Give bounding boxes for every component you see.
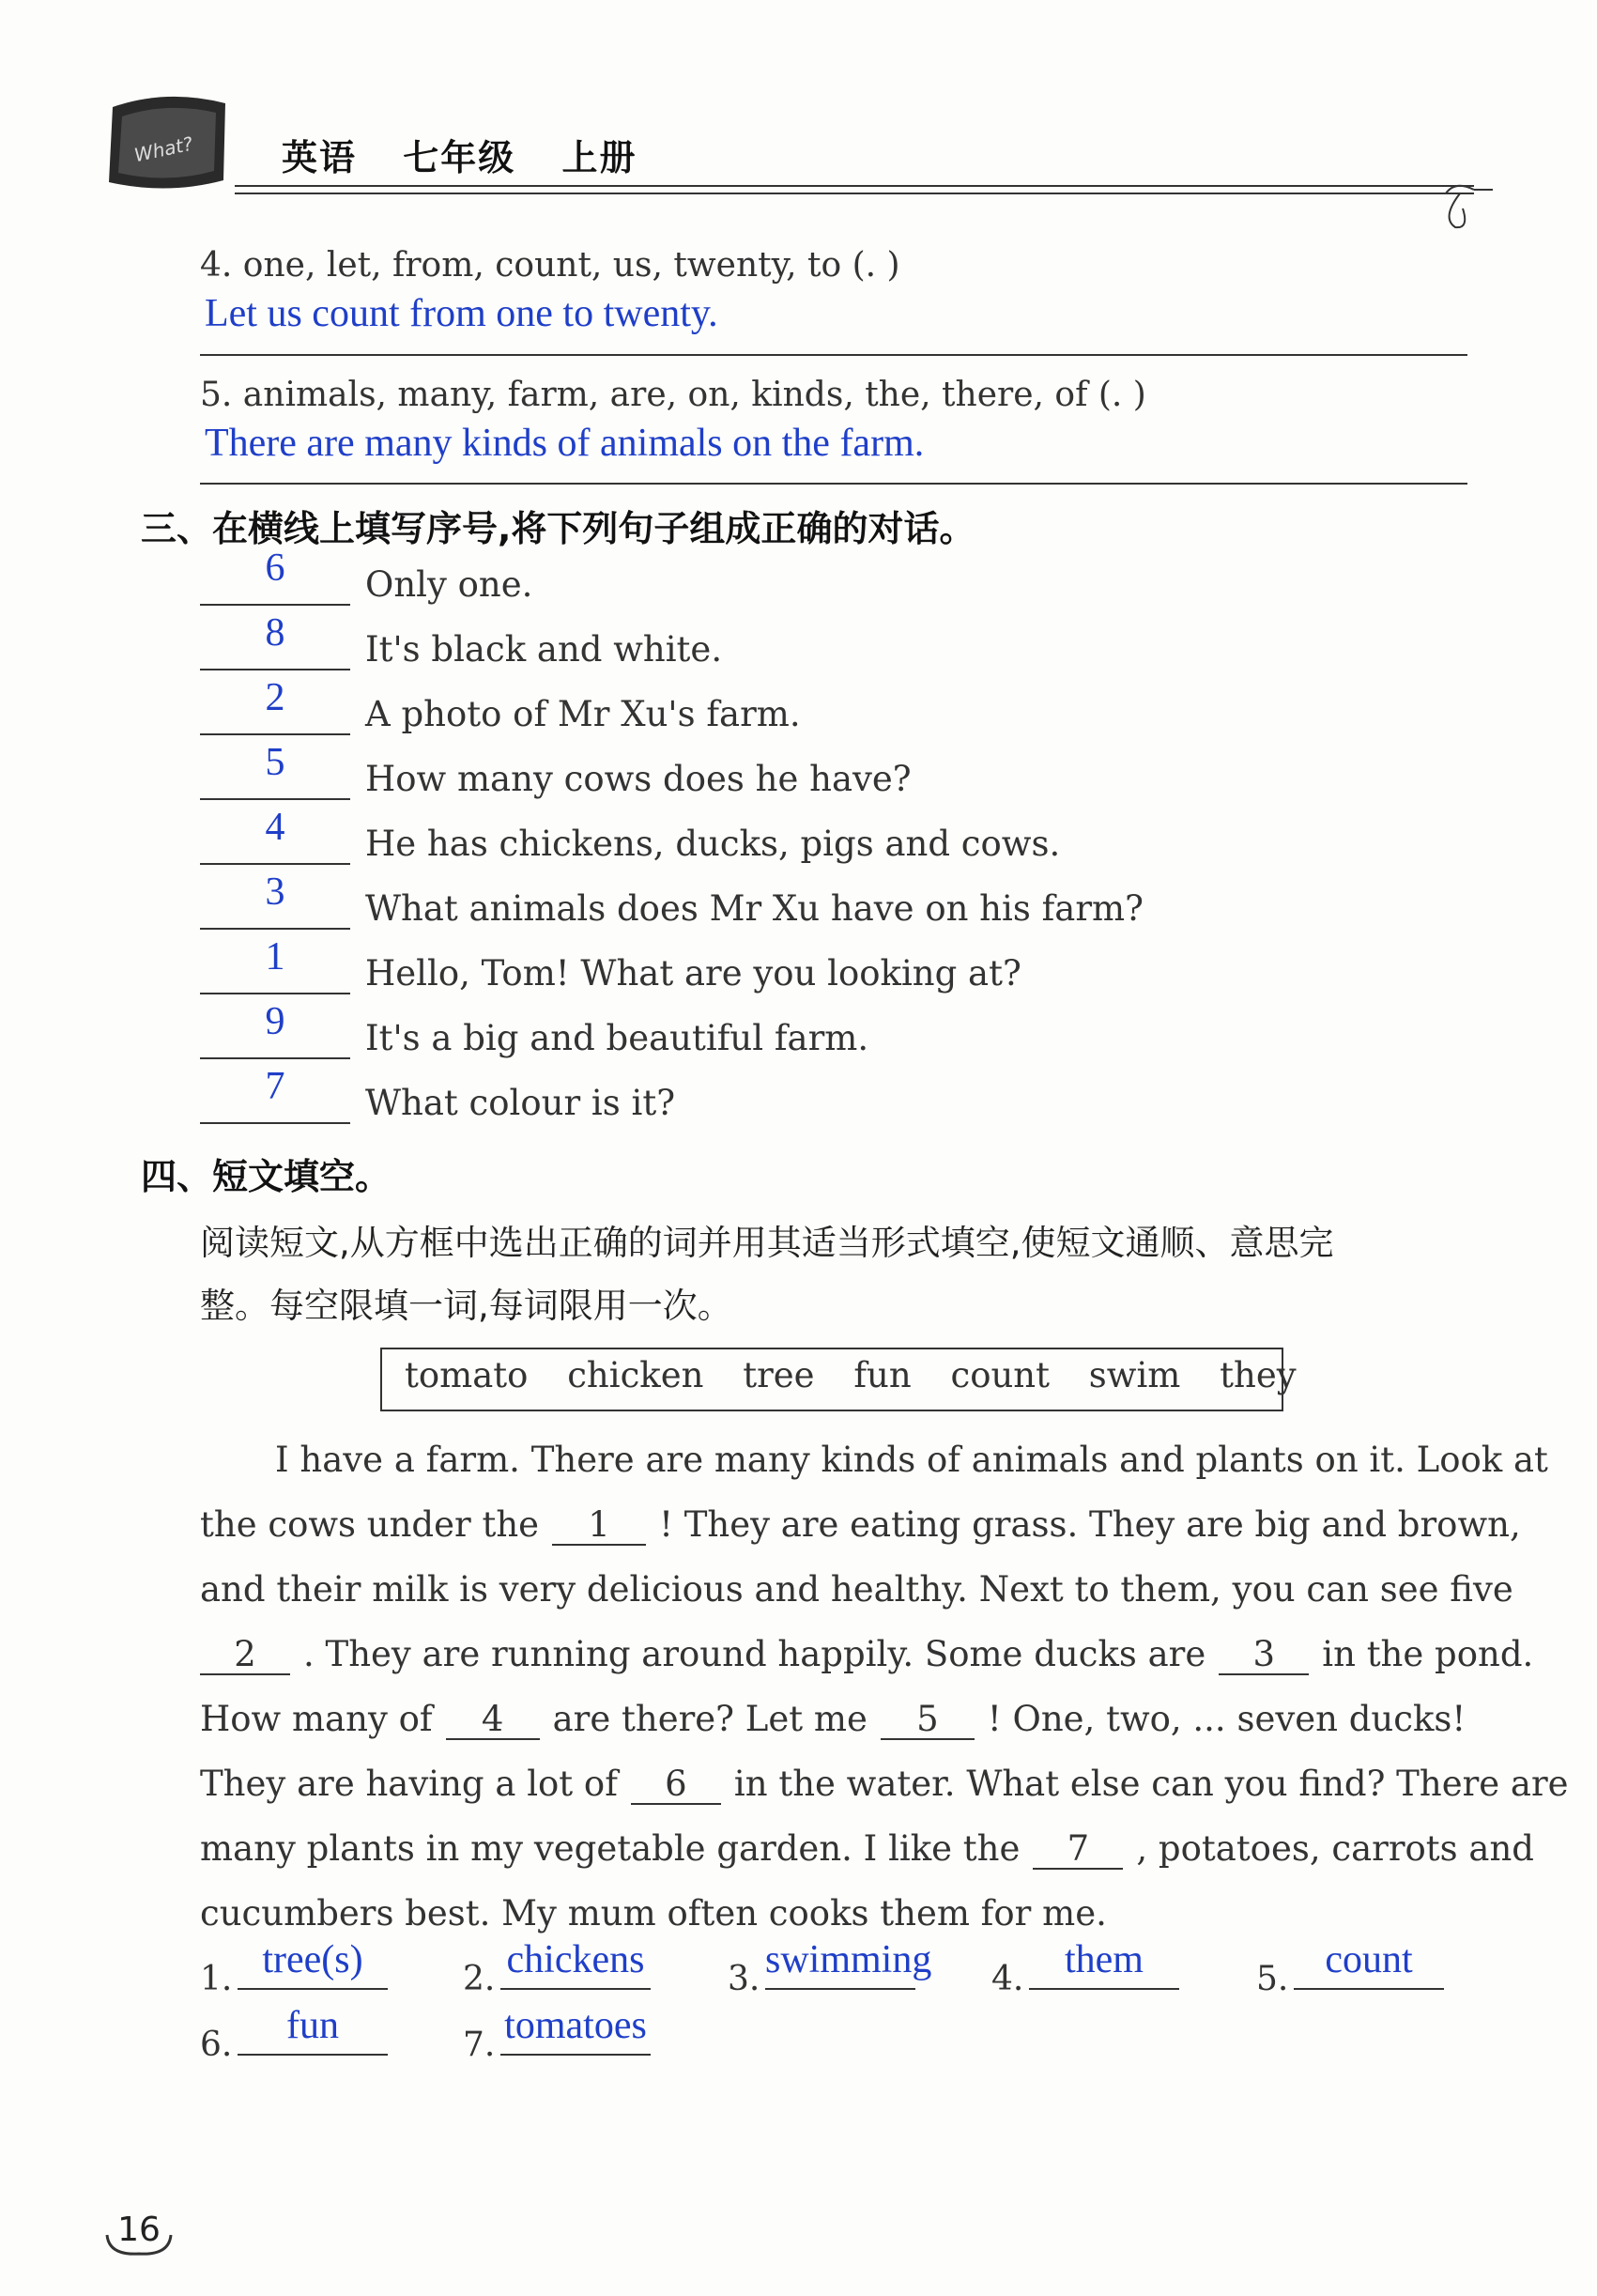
header-grade: 七年级 [403,137,516,178]
answer-value: tomatoes [500,2005,651,2056]
passage-text: in the pond. [1322,1634,1534,1674]
answer-label: 4. [991,1960,1024,1998]
header-lines [235,180,1512,237]
answer-value: them [1029,1939,1179,1990]
word-option: chicken [567,1355,704,1395]
instruction-line-1: 阅读短文,从方框中选出正确的词并用其适当形式填空,使短文通顺、意思完 [200,1223,1334,1263]
dialogue-sentence: What animals does Mr Xu have on his farm? [365,888,1144,929]
passage-text: How many of [200,1699,433,1739]
section-4-title: 四、短文填空。 [141,1156,392,1197]
answer-label: 5. [1256,1960,1289,1998]
answer-value: swimming [765,1939,915,1990]
answer-line-5 [200,483,1467,485]
passage-line [200,1427,1548,1492]
order-blank [200,873,350,930]
order-number: 4 [265,806,285,849]
passage-text: I have a farm. There are many kinds of animals and plants on it. Look at [275,1440,1548,1480]
passage-text: ! One, two, ... seven ducks! [987,1699,1466,1739]
answer-value: count [1294,1939,1444,1990]
answer-value: tree(s) [238,1939,388,1990]
order-number: 9 [265,1000,285,1043]
order-number: 6 [265,547,285,590]
answer-value: chickens [500,1939,651,1990]
answer-value: fun [238,2005,388,2056]
passage-line [200,1687,1467,1751]
page-number-badge [103,2207,175,2257]
passage-text: are there? Let me [552,1699,868,1739]
order-number: 3 [265,871,285,914]
header-volume: 上册 [561,137,637,178]
passage-text: cucumbers best. My mum often cooks them for me. [200,1893,1107,1934]
passage-blank: 1 [552,1506,646,1546]
order-blank [200,806,350,865]
order-number: 5 [265,741,285,784]
passage-blank: 7 [1033,1830,1123,1870]
question-4: 4. one, let, from, count, us, twenty, to (. ) [200,246,900,285]
word-box [380,1348,1297,1411]
word-option: tomato [405,1355,529,1395]
dialogue-sentence: He has chickens, ducks, pigs and cows. [365,824,1061,864]
order-number: 1 [265,935,285,978]
badge-text: What? [131,131,195,167]
order-number: 7 [265,1065,285,1108]
answer-4: Let us count from one to twenty. [205,292,718,335]
answer-label: 1. [200,1960,233,1998]
passage-text: . They are running around happily. Some ducks are [303,1634,1206,1674]
instruction-line-2: 整。每空限填一词,每词限用一次。 [200,1286,732,1326]
passage-blank: 6 [631,1765,721,1805]
passage-text: in the water. What else can you find? There are [733,1764,1569,1804]
order-number: 2 [265,676,285,719]
answer-line-4 [200,354,1467,356]
answer-label: 3. [728,1960,760,1998]
header-badge [101,90,235,195]
word-option: tree [743,1355,815,1395]
passage-blank: 4 [446,1701,540,1740]
header-title [282,129,669,180]
order-blank [200,549,350,606]
dialogue-sentence: How many cows does he have? [365,759,912,799]
order-blank [200,1065,350,1124]
passage-blank: 3 [1219,1636,1309,1675]
question-5: 5. animals, many, farm, are, on, kinds, the, there, of (. ) [200,376,1146,414]
order-blank [200,741,350,800]
passage-blank: 2 [200,1636,290,1675]
order-blank [200,676,350,735]
passage-text: many plants in my vegetable garden. I like the [200,1828,1021,1869]
answer-label: 2. [463,1960,496,1998]
order-blank [200,1000,350,1059]
word-option: count [950,1355,1051,1395]
passage-text: and their milk is very delicious and healthy. Next to them, you can see five [200,1569,1513,1610]
section-3-title: 三、在横线上填写序号,将下列句子组成正确的对话。 [141,508,975,549]
passage-text: the cows under the [200,1504,540,1545]
passage-text: ! They are eating grass. They are big and brown, [659,1504,1521,1545]
passage-line [200,1622,1534,1687]
page-number: 16 [117,2211,161,2249]
word-option: swim [1088,1355,1181,1395]
answer-5: There are many kinds of animals on the farm. [205,422,925,465]
passage-line [200,1816,1534,1881]
passage-blank: 5 [881,1701,975,1740]
passage-line [200,1492,1521,1557]
dialogue-sentence: It's black and white. [365,629,723,670]
dialogue-sentence: Only one. [365,564,533,605]
passage [200,1427,1569,1946]
answer-label: 7. [463,2026,496,2064]
dialogue-sentence: It's a big and beautiful farm. [365,1018,869,1058]
header-subject: 英语 [282,137,358,178]
order-number: 8 [265,611,285,655]
passage-line [200,1751,1569,1816]
order-blank [200,935,350,994]
passage-line [200,1881,1467,1946]
word-option: fun [853,1355,912,1395]
dialogue-sentence: A photo of Mr Xu's farm. [365,694,801,734]
dialogue-sentence: Hello, Tom! What are you looking at? [365,953,1021,994]
passage-line [200,1557,1513,1622]
answer-label: 6. [200,2026,233,2064]
word-option: they [1220,1355,1297,1395]
order-blank [200,611,350,670]
dialogue-sentence: What colour is it? [365,1083,676,1123]
passage-text: , potatoes, carrots and [1136,1828,1534,1869]
passage-text: They are having a lot of [200,1764,618,1804]
